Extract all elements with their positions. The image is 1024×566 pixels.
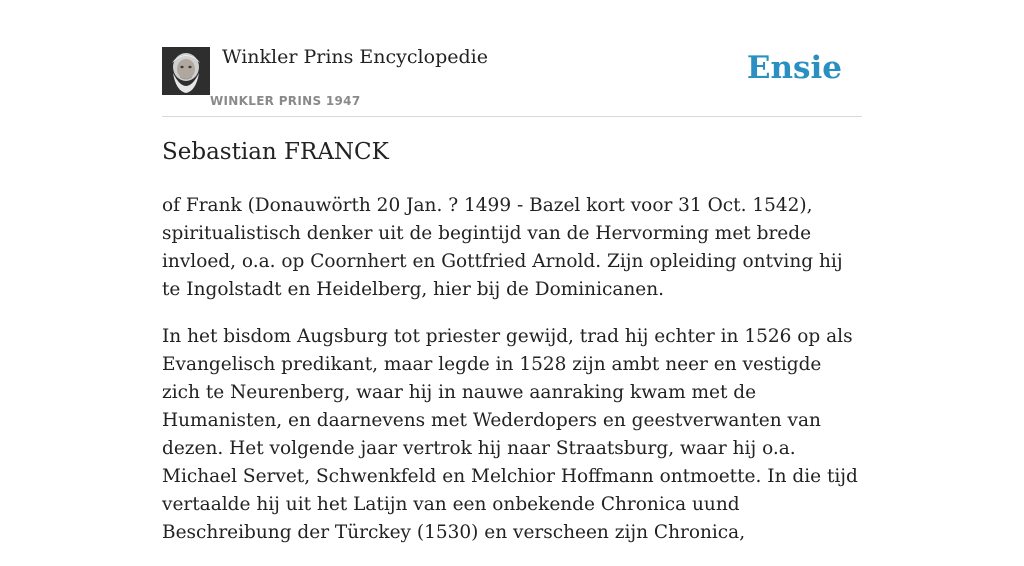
article-body: [162, 192, 862, 566]
article-paragraph: of Frank (Donauwörth 20 Jan. ? 1499 - Bazel kort voor 31 Oct. 1542), spiritualistisch denker uit de begintijd van de Hervorming met brede invloed, o.a. op Coornhert en Gottfried Arnold. Zijn opleiding ontving hij te Ingolstadt en Heidelberg, hier bij de Dominicanen.: [162, 195, 843, 300]
bearded-man-portrait-icon: [162, 47, 210, 95]
source-avatar[interactable]: [162, 47, 210, 95]
brand-logo[interactable]: Ensie: [746, 50, 842, 86]
source-edition: WINKLER PRINS 1947: [210, 94, 361, 108]
article-paragraph: In het bisdom Augsburg tot priester gewijd, trad hij echter in 1526 op als Evangelisch predikant, maar legde in 1528 zijn ambt neer en vestigde zich te Neurenberg, waar hij in nauwe aanraking kwam met de Humanisten, en daarnevens met Wederdopers en geestverwanten van dezen. Het volgende jaar vertrok hij naar Straatsburg, waar hij o.a. Michael Servet, Schwenkfeld en Melchior Hoffmann ontmoette. In die tijd vertaalde hij uit het Latijn van een onbekende Chronica uund Beschreibung der Türckey (1530) en verscheen zijn Chronica,: [162, 326, 858, 543]
article-title: Sebastian FRANCK: [162, 139, 389, 165]
source-header: [162, 44, 862, 117]
source-title[interactable]: Winkler Prins Encyclopedie: [222, 46, 488, 68]
